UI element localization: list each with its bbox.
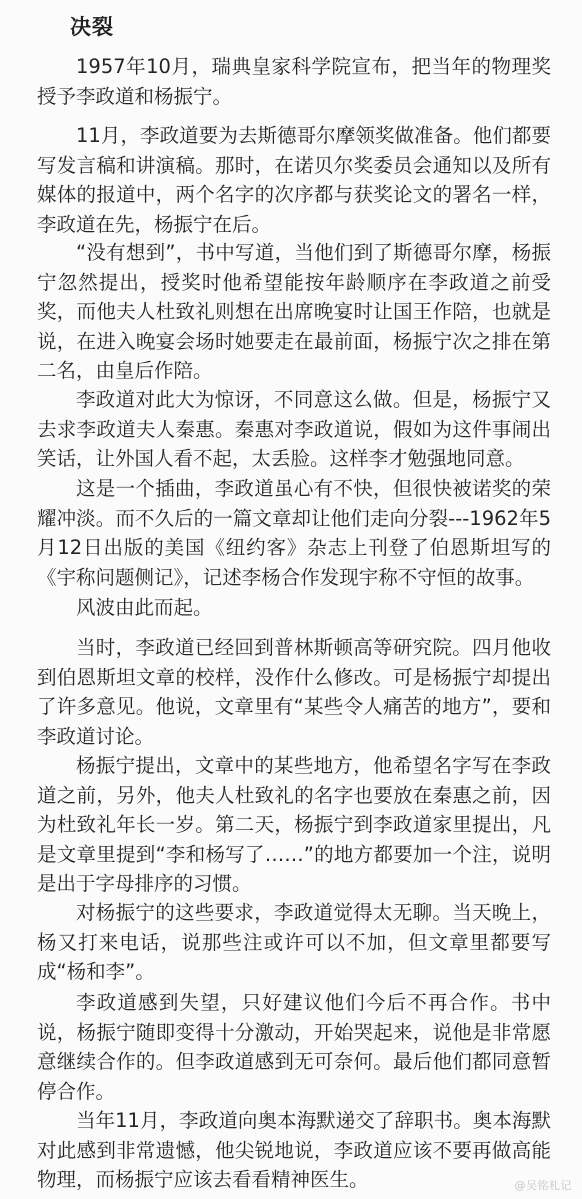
article-title: 决裂 <box>70 15 114 39</box>
paragraph-4: 李政道对此大为惊讶，不同意这么做。但是，杨振宁又去求李政道夫人秦惠。秦惠对李政道说，假如为这件事闹出笑话，让外国人看不起，太丢脸。这样李才勉强地同意。 <box>37 388 551 470</box>
paragraph-6: 风波由此而起。 <box>76 596 213 619</box>
paragraph-8: 杨振宁提出，文章中的某些地方，他希望名字写在李政道之前，另外，他夫人杜致礼的名字也要放在秦惠之前，因为杜致礼年长一岁。第二天，杨振宁到李政道家里提出，凡是文章里提到“李和杨写了……”的地方都要加一个注，说明是出于字母排序的习惯。 <box>37 754 551 895</box>
paragraph-11: 当年11月，李政道向奥本海默递交了辞职书。奥本海默对此感到非常遗憾，他尖锐地说，李政道应该不要再做高能物理，而杨振宁应该去看看精神医生。 <box>37 1109 551 1191</box>
paragraph-2: 11月，李政道要为去斯德哥尔摩领奖做准备。他们都要写发言稿和讲演稿。那时，在诺贝尔奖委员会通知以及所有媒体的报道中，两个名字的次序都与获奖论文的署名一样，李政道在先，杨振宁在后。 <box>37 124 551 236</box>
paragraph-1: 1957年10月，瑞典皇家科学院宣布，把当年的物理奖授予李政道和杨振宁。 <box>37 55 551 108</box>
paragraph-10: 李政道感到失望，只好建议他们今后不再合作。书中说，杨振宁随即变得十分激动，开始哭起来，说他是非常愿意继续合作的。但李政道感到无可奈何。最后他们都同意暂停合作。 <box>37 991 551 1103</box>
paragraph-5: 这是一个插曲，李政道虽心有不快，但很快被诺奖的荣耀冲淡。而不久后的一篇文章却让他们走向分裂---1962年5月12日出版的美国《纽约客》杂志上刊登了伯恩斯坦写的《宇称问题侧记》，记述李杨合作发现宇称不守恒的故事。 <box>37 477 551 589</box>
paragraph-3: “没有想到”，书中写道，当他们到了斯德哥尔摩，杨振宁忽然提出，授奖时他希望能按年龄顺序在李政道之前受奖，而他夫人杜致礼则想在出席晚宴时让国王作陪，也就是说，在进入晚宴会场时她要走在最前面，杨振宁次之排在第二名，由皇后作陪。 <box>37 241 551 382</box>
paragraph-7: 当时，李政道已经回到普林斯顿高等研究院。四月他收到伯恩斯坦文章的校样，没作什么修改。可是杨振宁却提出了许多意见。他说，文章里有“某些令人痛苦的地方”，要和李政道讨论。 <box>37 636 551 748</box>
watermark: @吴铭札记 <box>514 1179 572 1192</box>
paragraph-9: 对杨振宁的这些要求，李政道觉得太无聊。当天晚上，杨又打来电话，说那些注或许可以不加，但文章里都要写成“杨和李”。 <box>37 901 551 983</box>
